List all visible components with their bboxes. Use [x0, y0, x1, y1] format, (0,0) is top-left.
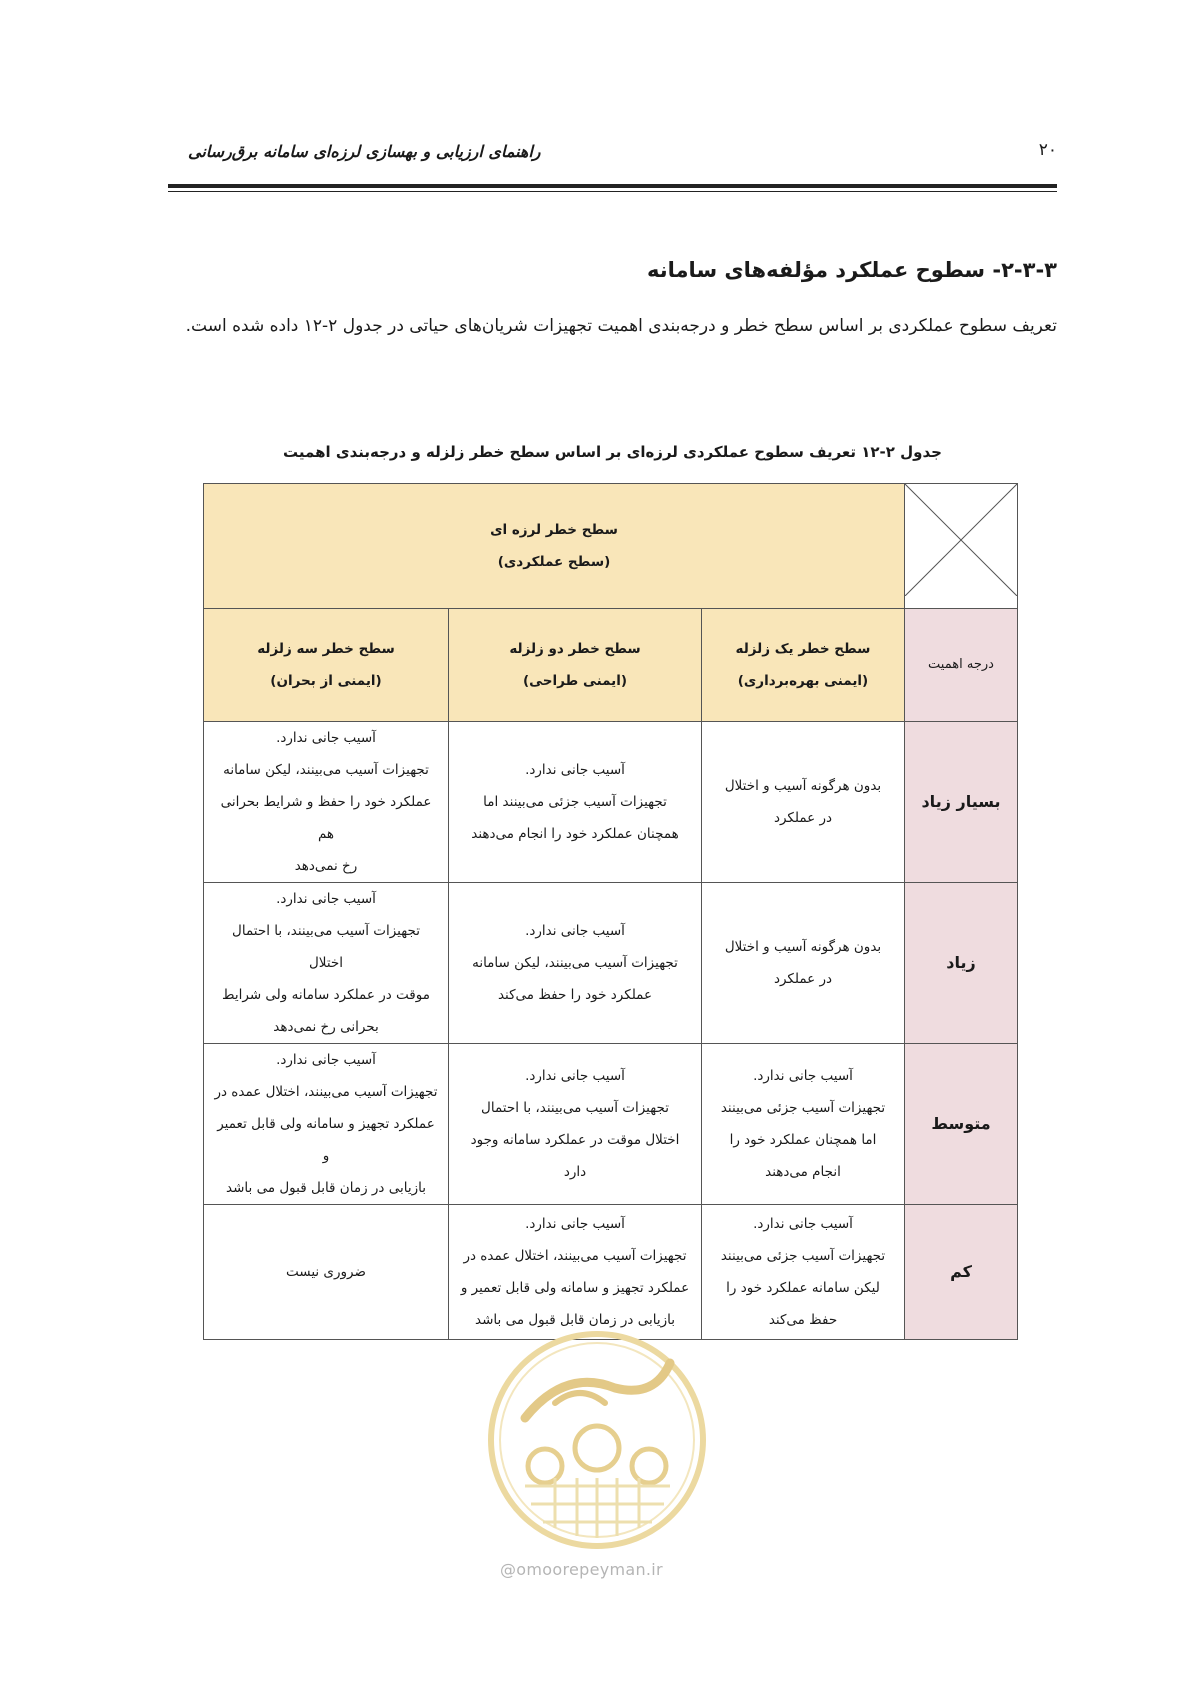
- performance-levels-table: [203, 483, 1018, 1340]
- table-cell: [449, 1044, 702, 1205]
- table-row: [204, 1205, 1018, 1340]
- cell-line: آسیب جانی ندارد.: [753, 1068, 853, 1084]
- cell-line: تجهیزات آسیب می‌بینند، لیکن سامانه: [472, 955, 678, 971]
- row-label: کم: [905, 1205, 1018, 1340]
- table-cell: [449, 722, 702, 883]
- cell-line: تجهیزات آسیب می‌بینند، با احتمال: [481, 1100, 669, 1116]
- row-label: زیاد: [905, 883, 1018, 1044]
- cell-line: آسیب جانی ندارد.: [753, 1216, 853, 1232]
- column-header-level-1: [702, 609, 905, 722]
- table-caption: جدول ۲-۱۲ تعریف سطوح عملکردی لرزه‌ای بر اساس سطح خطر زلزله و درجه‌بندی اهمیت: [283, 443, 942, 461]
- cell-line: آسیب جانی ندارد.: [525, 923, 625, 939]
- hazard-level-subtitle: (سطح عملکردی): [497, 554, 611, 570]
- cell-line: عملکرد خود را حفظ می‌کند: [497, 987, 653, 1003]
- column-title: سطح خطر یک زلزله: [735, 641, 871, 657]
- row-label: بسیار زیاد: [905, 722, 1018, 883]
- cell-line: لیکن سامانه عملکرد خود را: [726, 1280, 880, 1296]
- column-title: سطح خطر سه زلزله: [257, 641, 395, 657]
- cell-line: تجهیزات آسیب جزئی می‌بینند اما: [483, 794, 667, 810]
- page-number: ۲۰: [1038, 140, 1057, 160]
- header-rule-thick: [168, 184, 1057, 188]
- cell-line: بحرانی رخ نمی‌دهد: [273, 1019, 379, 1035]
- cell-line: دارد: [563, 1164, 587, 1180]
- cell-line: تجهیزات آسیب جزئی می‌بینند: [720, 1100, 886, 1116]
- hazard-level-title: سطح خطر لرزه ای: [490, 522, 618, 538]
- table-cell: [702, 883, 905, 1044]
- table-cell: [702, 722, 905, 883]
- cell-line: حفظ می‌کند: [768, 1312, 838, 1328]
- table-row: [204, 722, 1018, 883]
- column-header-level-2: [449, 609, 702, 722]
- hazard-level-header: [204, 484, 905, 609]
- cell-line: موقت در عملکرد سامانه ولی شرایط: [222, 987, 430, 1003]
- table-cell: [449, 883, 702, 1044]
- cell-line: در عملکرد: [773, 810, 833, 826]
- cell-line: تجهیزات آسیب می‌بینند، اختلال عمده در: [463, 1248, 687, 1264]
- cell-line: بازیابی در زمان قابل قبول می باشد: [226, 1180, 426, 1196]
- seal-icon: [485, 1328, 710, 1553]
- row-label: متوسط: [905, 1044, 1018, 1205]
- cell-line: آسیب جانی ندارد.: [525, 1216, 625, 1232]
- cell-line: بدون هرگونه آسیب و اختلال: [724, 939, 882, 955]
- column-subtitle: (ایمنی طراحی): [522, 673, 628, 689]
- body-paragraph: تعریف سطوح عملکردی بر اساس سطح خطر و درجه‌بندی اهمیت تجهیزات شریان‌های حیاتی در جدول ۲-۱۲ داده شده است.: [185, 316, 1057, 336]
- cell-line: تجهیزات آسیب جزئی می‌بینند: [720, 1248, 886, 1264]
- cell-line: تجهیزات آسیب می‌بینند، لیکن سامانه: [223, 762, 429, 778]
- table-cell: [449, 1205, 702, 1340]
- running-title: راهنمای ارزیابی و بهسازی لرزه‌ای سامانه برق‌رسانی: [188, 142, 541, 161]
- cell-line: آسیب جانی ندارد.: [525, 762, 625, 778]
- column-title: سطح خطر دو زلزله: [509, 641, 641, 657]
- cell-line: آسیب جانی ندارد.: [525, 1068, 625, 1084]
- cell-line: آسیب جانی ندارد.: [276, 1052, 376, 1068]
- cell-line: اما همچنان عملکرد خود را: [729, 1132, 877, 1148]
- cross-lines-icon: [905, 484, 1017, 596]
- cell-line: ضروری نیست: [286, 1264, 366, 1280]
- empty-corner-cell: [905, 484, 1018, 609]
- table-cell: [204, 722, 449, 883]
- column-subtitle: (ایمنی از بحران): [270, 673, 382, 689]
- table-cell: [204, 883, 449, 1044]
- cell-line: انجام می‌دهند: [765, 1164, 841, 1180]
- watermark-logo: [485, 1328, 710, 1553]
- cell-line: در عملکرد: [773, 971, 833, 987]
- cell-line: اختلال موقت در عملکرد سامانه وجود: [470, 1132, 680, 1148]
- cell-line: تجهیزات آسیب می‌بینند، با احتمال اختلال: [232, 923, 420, 971]
- watermark-url: @omoorepeyman.ir: [500, 1560, 663, 1579]
- importance-header: درجه اهمیت: [905, 609, 1018, 722]
- column-header-level-3: [204, 609, 449, 722]
- cell-line: آسیب جانی ندارد.: [276, 730, 376, 746]
- cell-line: عملکرد تجهیز و سامانه ولی قابل تعمیر و: [460, 1280, 690, 1296]
- page-header: [168, 140, 1057, 164]
- table-cell: [204, 1205, 449, 1340]
- header-rule-thin: [168, 191, 1057, 192]
- cell-line: همچنان عملکرد خود را انجام می‌دهند: [471, 826, 679, 842]
- table-cell: [702, 1044, 905, 1205]
- cell-line: رخ نمی‌دهد: [294, 858, 358, 874]
- cell-line: آسیب جانی ندارد.: [276, 891, 376, 907]
- table-row: [204, 1044, 1018, 1205]
- cell-line: عملکرد تجهیز و سامانه ولی قابل تعمیر و: [217, 1116, 435, 1164]
- section-title: ۲-۳-۳- سطوح عملکرد مؤلفه‌های سامانه: [647, 258, 1057, 282]
- table-row: [204, 883, 1018, 1044]
- cell-line: تجهیزات آسیب می‌بینند، اختلال عمده در: [214, 1084, 438, 1100]
- cell-line: بدون هرگونه آسیب و اختلال: [724, 778, 882, 794]
- cell-line: بازیابی در زمان قابل قبول می باشد: [475, 1312, 675, 1328]
- table-cell: [204, 1044, 449, 1205]
- column-subtitle: (ایمنی بهره‌برداری): [737, 673, 869, 689]
- table-cell: [702, 1205, 905, 1340]
- cell-line: عملکرد خود را حفظ و شرایط بحرانی هم: [220, 794, 432, 842]
